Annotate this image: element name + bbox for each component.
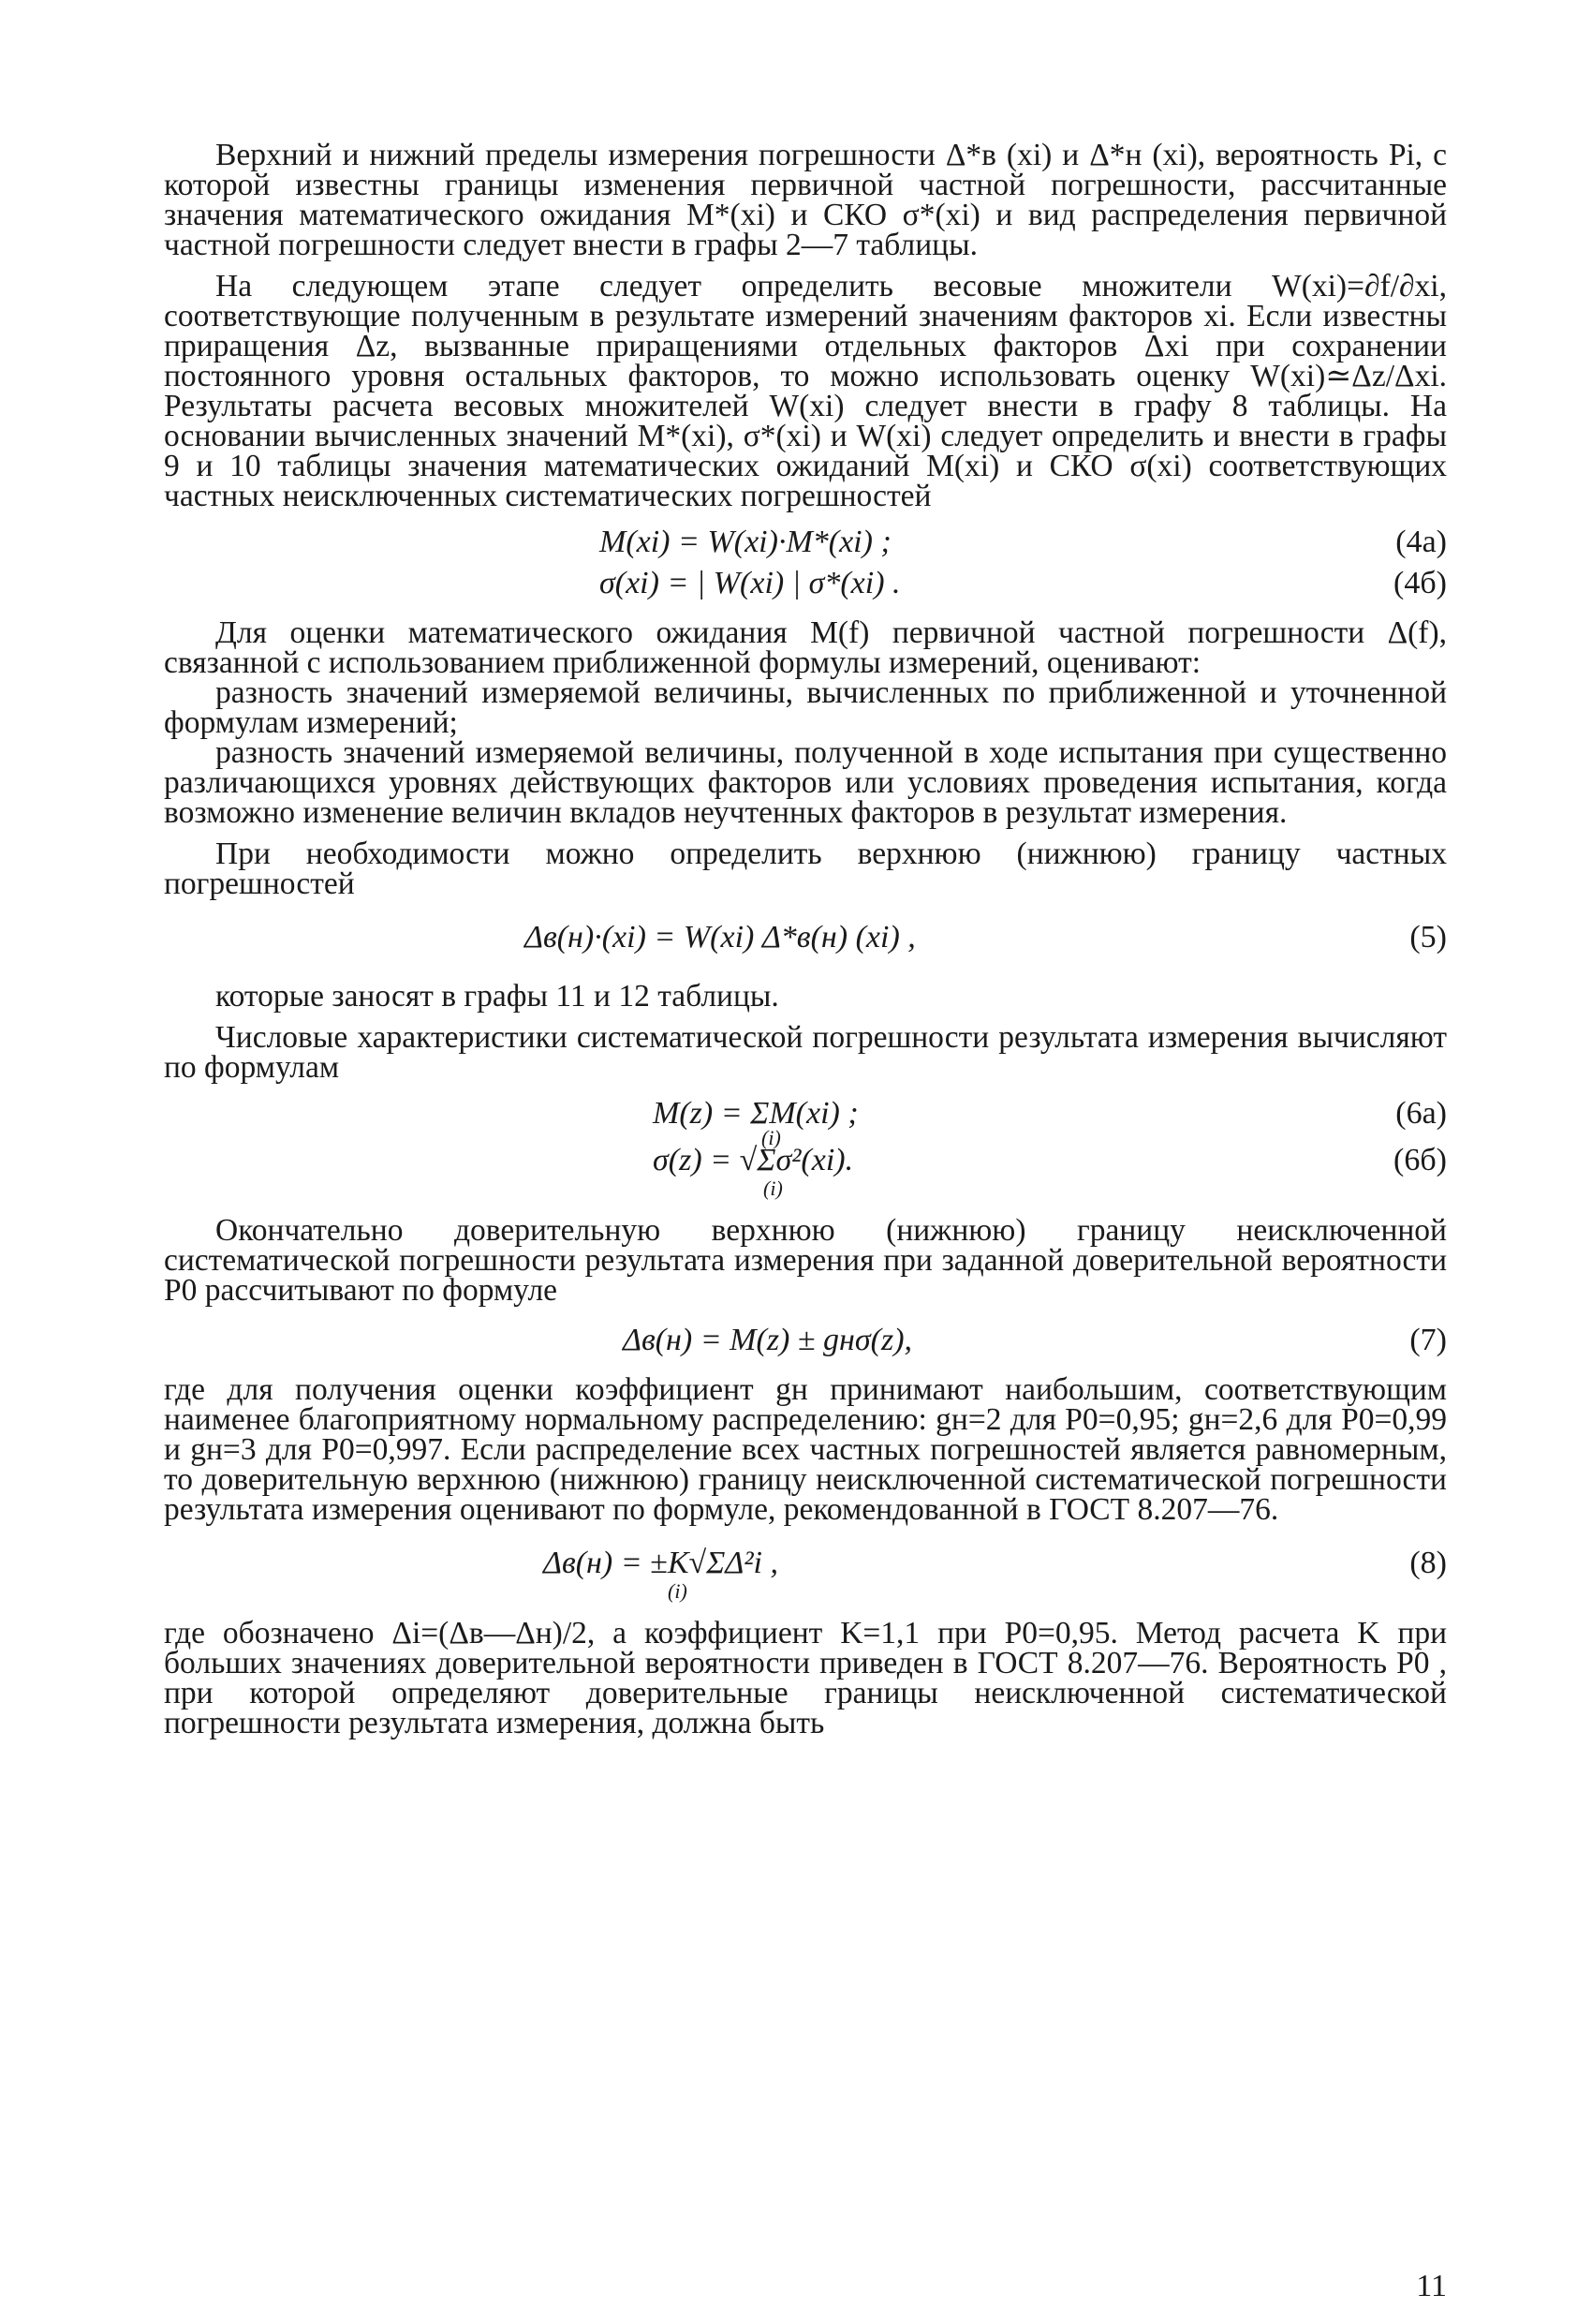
paragraph: где для получения оценки коэффициент gн принимают наибольшим, соответствующим наименее благоприятному нормальному распределению: gн=2 для P0=0,95; gн=2,6 для P0=0,99 и gн=3 для P0=0,997. Если распределение всех частных погрешностей является равномерным, то доверительную верхнюю (нижнюю) границу неисключенной систематической погрешности результата измерения оценивают по формуле, рекомендованной в ГОСТ 8.207—76.	[164, 1372, 1447, 1527]
paragraph: разность значений измеряемой величины, полученной в ходе испытания при существенно различающихся уровнях действующих факторов или условиях проведения испытания, когда возможно изменение величин вкладов неучтенных факторов в результат измерения.	[164, 735, 1447, 830]
page-number: 11	[1416, 2269, 1447, 2303]
equation-6a: M(z) = ΣM(xi) ; (i) (6а)	[653, 1096, 1447, 1149]
paragraph: На следующем этапе следует определить весовые множители W(xi)=∂f/∂xi, соответствующие полученным в результате измерений значениям факторов xi. Если известны приращения Δz, вызванные приращениями отдельных факторов Δxi при сохранении постоянного уровня остальных факторов, то можно использовать оценку W(xi)≃Δz/Δxi. Результаты расчета весовых множителей W(xi) следует внести в графу 8 таблицы. На основании вычисленных значений M*(xi), σ*(xi) и W(xi) следует определить и внести в графы 9 и 10 таблицы значения математических ожиданий M(xi) и СКО σ(xi) соответствующих частных неисключенных систематических погрешностей	[164, 269, 1447, 513]
equation-7: Δв(н) = M(z) ± gнσ(z), (7)	[623, 1323, 1447, 1357]
equation-5: Δв(н)·(xi) = W(xi) Δ*в(н) (xi) , (5)	[524, 920, 1447, 955]
paragraph: При необходимости можно определить верхнюю (нижнюю) границу частных погрешностей	[164, 836, 1447, 901]
paragraph: разность значений измеряемой величины, вычисленных по приближенной и уточненной формулам измерений;	[164, 675, 1447, 740]
equation-6b: σ(z) = √Σσ²(xi). (i) (6б)	[653, 1143, 1447, 1200]
paragraph: Числовые характеристики систематической погрешности результата измерения вычисляют по формулам	[164, 1020, 1447, 1085]
equation-4b: σ(xi) = | W(xi) | σ*(xi) . (4б)	[599, 566, 1447, 600]
document-page	[164, 138, 1447, 1740]
equation-4a: M(xi) = W(xi)·M*(xi) ; (4а)	[599, 525, 1447, 559]
paragraph: Окончательно доверительную верхнюю (нижнюю) границу неисключенной систематической погрешности результата измерения при заданной доверительной вероятности P0 рассчитывают по формуле	[164, 1213, 1447, 1308]
paragraph: Для оценки математического ожидания M(f) первичной частной погрешности Δ(f), связанной с использованием приближенной формулы измерений, оценивают:	[164, 615, 1447, 680]
paragraph: где обозначено Δi=(Δв—Δн)/2, а коэффициент K=1,1 при P0=0,95. Метод расчета K при больших значениях доверительной вероятности приведен в ГОСТ 8.207—76. Вероятность P0 , при которой определяют доверительные границы неисключенной систематической погрешности результата измерения, должна быть	[164, 1616, 1447, 1740]
equation-8: Δв(н) = ±K√ΣΔ²i , (i) (8)	[543, 1546, 1447, 1603]
paragraph: которые заносят в графы 11 и 12 таблицы.	[215, 979, 779, 1014]
paragraph: Верхний и нижний пределы измерения погрешности Δ*в (xi) и Δ*н (xi), вероятность Pi, с которой известны границы изменения первичной частной погрешности, рассчитанные значения математического ожидания M*(xi) и СКО σ*(xi) и вид распределения первичной частной погрешности следует внести в графы 2—7 таблицы.	[164, 138, 1447, 262]
